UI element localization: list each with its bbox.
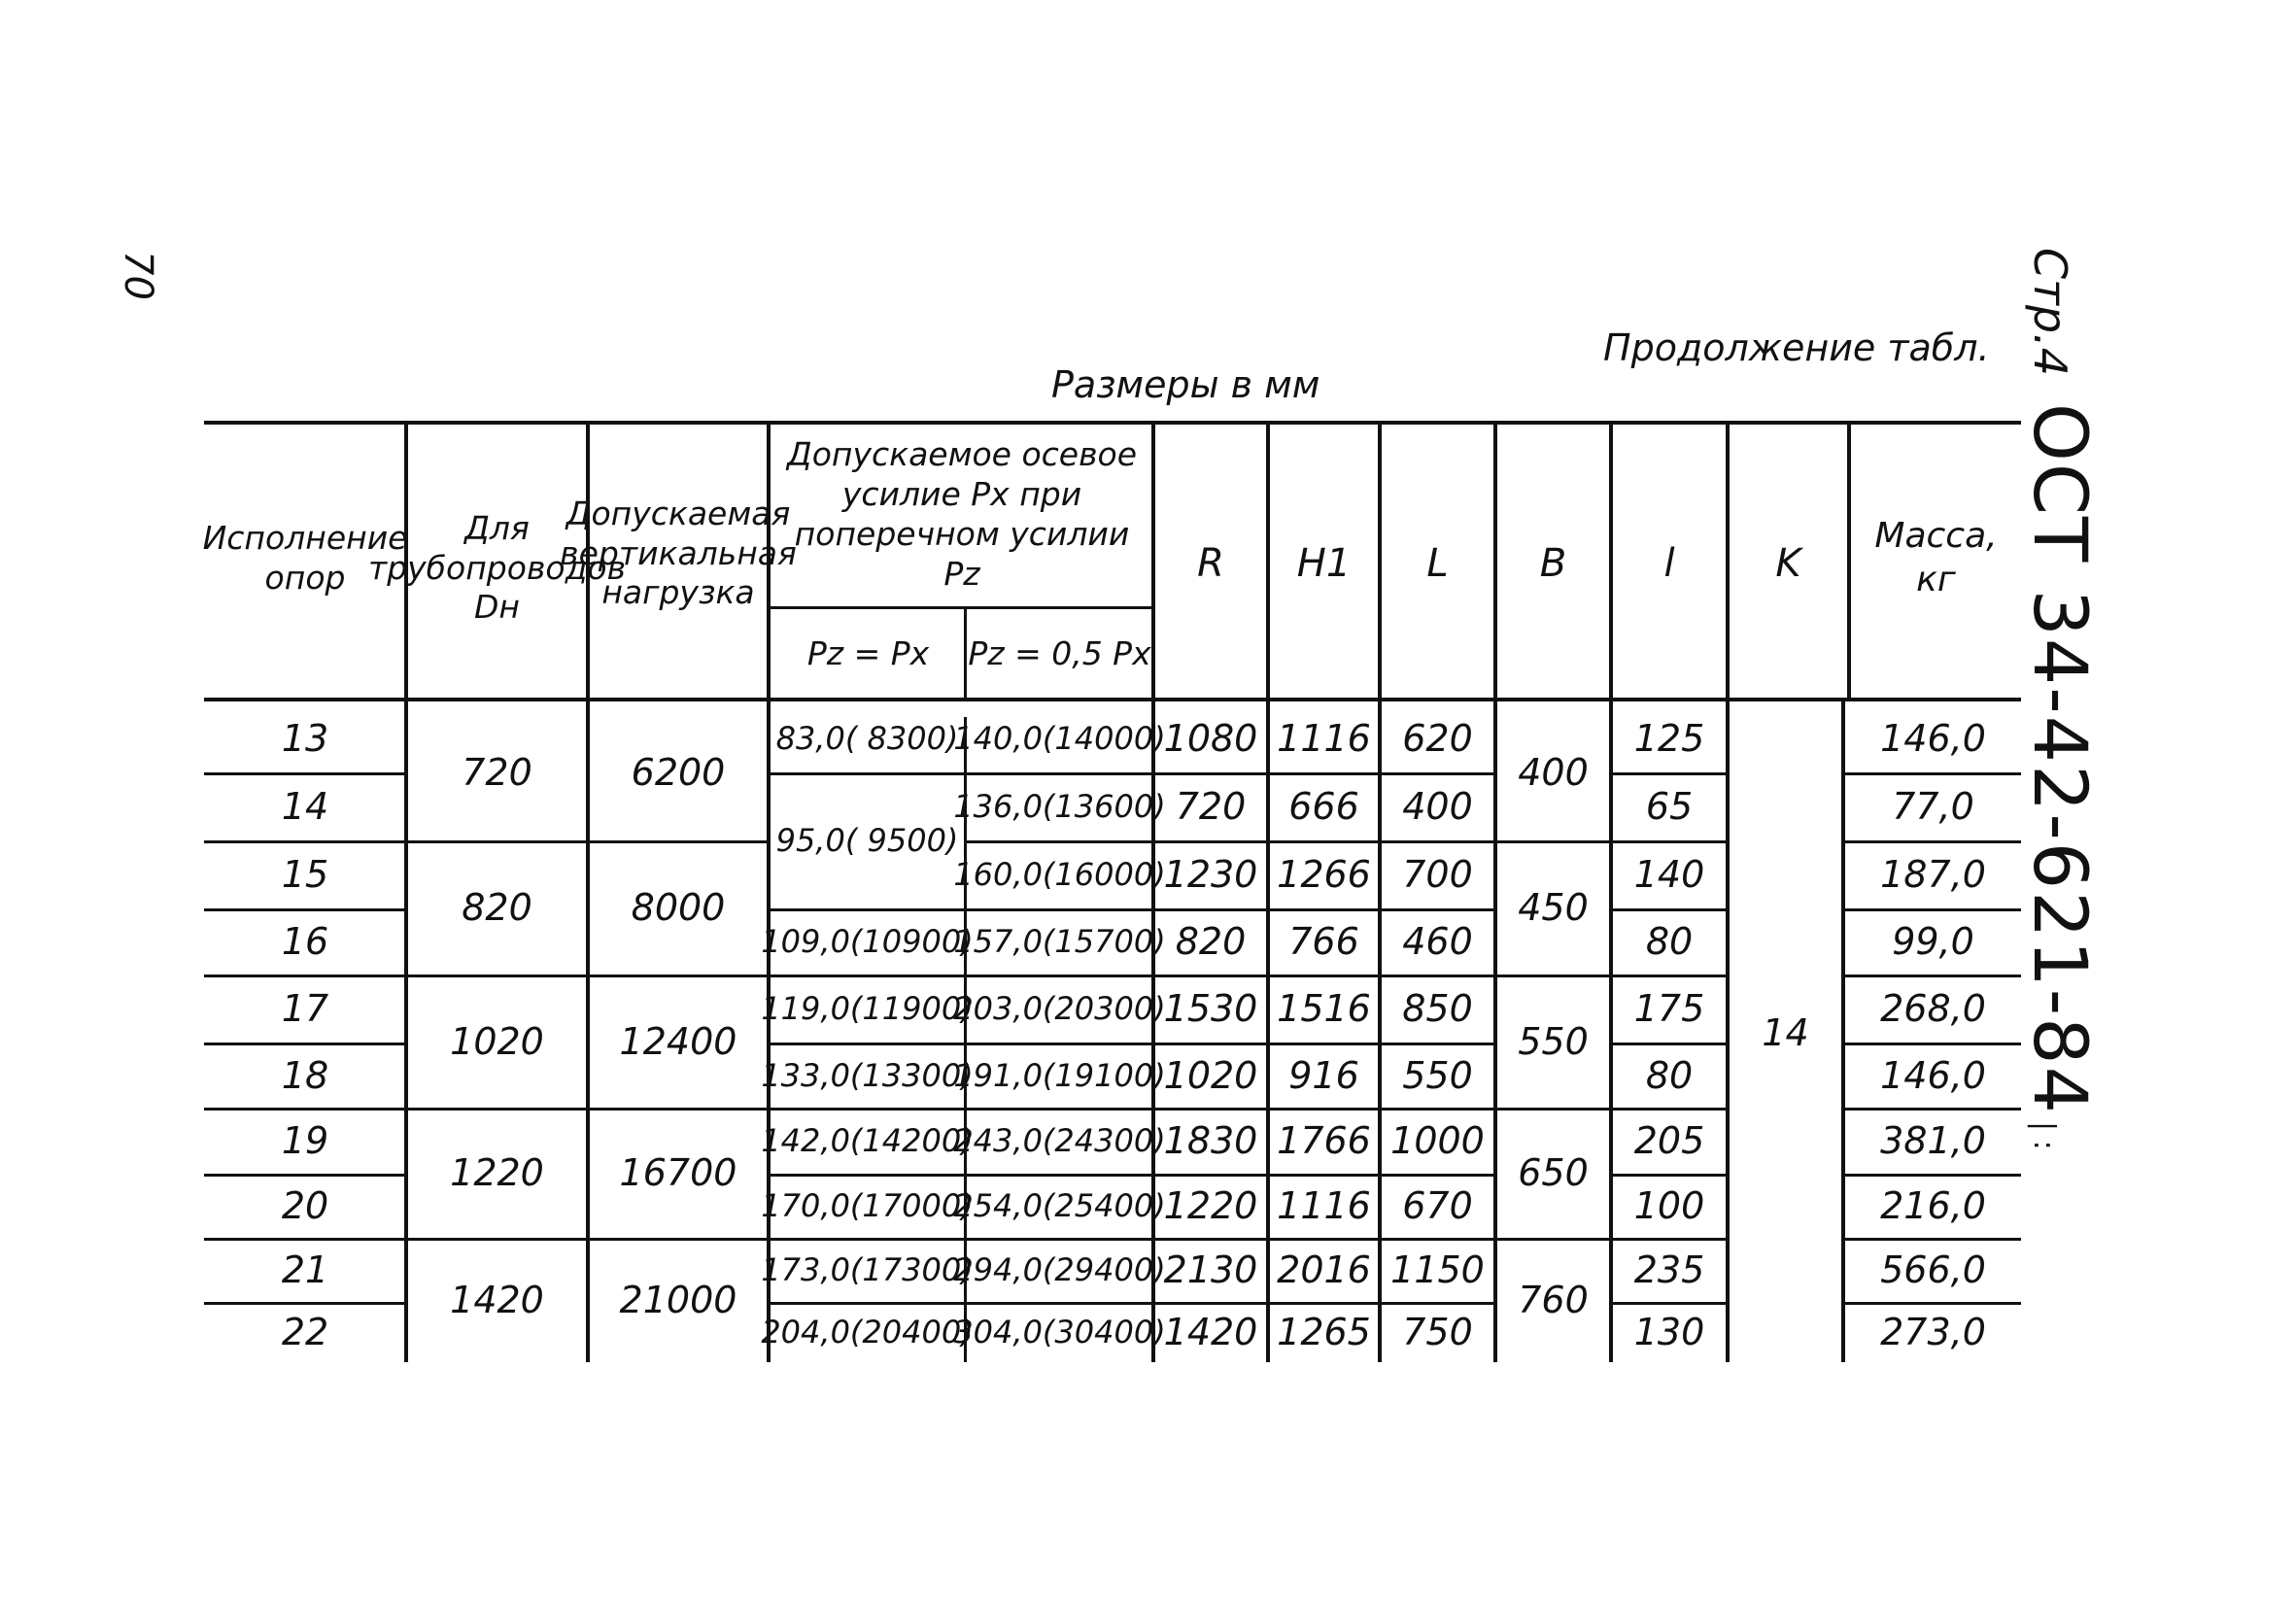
- cell-mass: 77,0: [1892, 785, 1974, 828]
- axial-subheader-divider: [771, 606, 1151, 609]
- cell-h1: 1116: [1277, 716, 1371, 760]
- row-number: 13: [281, 716, 329, 760]
- cell-mass: 216,0: [1880, 1184, 1986, 1227]
- cell-l-lower: 80: [1645, 1053, 1694, 1097]
- cell-vertical-load: 8000: [631, 886, 726, 929]
- row-number: 18: [281, 1053, 329, 1097]
- header-axial-force: Допускаемое осевое усилие Px при поперечном усилии Pz: [786, 435, 1138, 593]
- cell-b: 760: [1518, 1279, 1589, 1321]
- row-number: 21: [281, 1248, 329, 1291]
- cell-l-upper: 750: [1402, 1311, 1473, 1353]
- cell-l-lower: 205: [1633, 1119, 1705, 1162]
- cell-r: 720: [1175, 785, 1247, 828]
- cell-h1: 1265: [1277, 1311, 1371, 1353]
- header-pz-half-px: Pz = 0,5 Px: [968, 633, 1151, 672]
- cell-l-lower: 80: [1645, 920, 1694, 963]
- cell-r: 1830: [1163, 1119, 1258, 1162]
- cell-l-upper: 700: [1402, 853, 1473, 896]
- axial-force-pz-eq-px: 109,0(10900): [761, 923, 974, 960]
- cell-l-upper: 550: [1402, 1053, 1473, 1097]
- axial-force-pz-half: 140,0(14000): [953, 719, 1166, 757]
- cell-l-upper: 620: [1402, 716, 1473, 760]
- axial-force-pz-half: 157,0(15700): [953, 923, 1166, 960]
- cell-vertical-load: 21000: [619, 1279, 737, 1321]
- row-number: 14: [281, 785, 329, 828]
- axial-force-pz-eq-px: 133,0(13300): [761, 1056, 974, 1094]
- cell-h1: 1766: [1277, 1119, 1371, 1162]
- axial-force-pz-eq-px: 119,0(11900): [761, 990, 974, 1027]
- row-number: 17: [281, 987, 329, 1030]
- cell-r: 1080: [1163, 716, 1258, 760]
- cell-dn: 1020: [450, 1019, 544, 1063]
- row-number: 19: [281, 1119, 329, 1162]
- side-page-label: Стр.4: [2024, 248, 2076, 377]
- cell-l-lower: 125: [1633, 716, 1705, 760]
- page-number: 70: [116, 251, 160, 300]
- axial-force-pz-half: 243,0(24300): [953, 1122, 1166, 1159]
- header-col-divider: [964, 606, 967, 700]
- axial-force-pz-half: 203,0(20300): [953, 990, 1166, 1027]
- cell-mass: 268,0: [1880, 987, 1986, 1030]
- cell-l-lower: 130: [1633, 1311, 1705, 1353]
- cell-l-lower: 65: [1645, 785, 1694, 828]
- cell-l-lower: 235: [1633, 1248, 1705, 1291]
- cell-k: 14: [1762, 1011, 1809, 1054]
- cell-b: 550: [1518, 1019, 1589, 1063]
- cell-r: 1420: [1163, 1311, 1258, 1353]
- header-pz-eq-px: Pz = Px: [806, 633, 930, 672]
- cell-mass: 146,0: [1880, 1053, 1986, 1097]
- cell-l-lower: 175: [1633, 987, 1705, 1030]
- cell-l-upper: 850: [1402, 987, 1473, 1030]
- cell-dn: 1220: [450, 1151, 544, 1194]
- cell-l-upper: 460: [1402, 920, 1473, 963]
- axial-force-pz-eq-px: 170,0(17000): [761, 1187, 974, 1224]
- cell-dn: 820: [462, 886, 532, 929]
- cell-vertical-load: 16700: [619, 1151, 737, 1194]
- header-l-upper: L: [1426, 541, 1449, 586]
- axial-force-merged: 95,0( 9500): [775, 822, 959, 859]
- header-b: B: [1539, 541, 1567, 586]
- axial-force-pz-half: 160,0(16000): [953, 856, 1166, 893]
- cell-l-lower: 100: [1633, 1184, 1705, 1227]
- cell-l-lower: 140: [1633, 853, 1705, 896]
- header-l-lower: l: [1663, 541, 1675, 586]
- cell-vertical-load: 6200: [631, 750, 726, 794]
- row-number: 16: [281, 920, 329, 963]
- axial-force-pz-half: 294,0(29400): [953, 1251, 1166, 1288]
- cell-mass: 146,0: [1880, 716, 1986, 760]
- axial-force-pz-eq-px: 142,0(14200): [761, 1122, 974, 1159]
- axial-force-pz-half: 254,0(25400): [953, 1187, 1166, 1224]
- cell-h1: 1516: [1277, 987, 1371, 1030]
- row-number: 15: [281, 853, 329, 896]
- header-bottom-border: [204, 698, 2021, 701]
- cell-dn: 720: [462, 750, 532, 794]
- cell-r: 1220: [1163, 1184, 1258, 1227]
- cell-r: 1230: [1163, 853, 1258, 896]
- cell-dn: 1420: [450, 1279, 544, 1321]
- axial-force-pz-half: 304,0(30400): [953, 1314, 1166, 1351]
- cell-l-upper: 1000: [1390, 1119, 1485, 1162]
- cell-b: 650: [1518, 1151, 1589, 1194]
- table-top-border: [204, 421, 2021, 425]
- axial-force-pz-eq-px: 173,0(17300): [761, 1251, 974, 1288]
- row-number: 22: [281, 1311, 329, 1353]
- header-vertical-load: Допускаемая вертикальная нагрузка: [560, 494, 797, 612]
- header-mass: Масса, кг: [1874, 516, 1998, 599]
- cell-mass: 187,0: [1880, 853, 1986, 896]
- row-number: 20: [281, 1184, 329, 1227]
- cell-b: 450: [1518, 886, 1589, 929]
- cell-r: 1020: [1163, 1053, 1258, 1097]
- cell-h1: 916: [1288, 1053, 1359, 1097]
- cell-mass: 99,0: [1892, 920, 1974, 963]
- cell-h1: 2016: [1277, 1248, 1371, 1291]
- side-code-tail: | :: [2027, 1120, 2061, 1150]
- cell-h1: 766: [1288, 920, 1359, 963]
- axial-force-pz-half: 191,0(19100): [953, 1056, 1166, 1094]
- cell-b: 400: [1518, 750, 1589, 794]
- header-k: K: [1775, 541, 1801, 586]
- axial-force-pz-eq-px: 83,0( 8300): [775, 719, 959, 757]
- cell-h1: 666: [1288, 785, 1359, 828]
- cell-h1: 1266: [1277, 853, 1371, 896]
- standard-code: ОСТ 34-42-621-84: [2017, 403, 2104, 1115]
- cell-l-upper: 400: [1402, 785, 1473, 828]
- cell-h1: 1116: [1277, 1184, 1371, 1227]
- header-dn: Для трубопроводов Dн: [367, 508, 627, 627]
- units-caption: Размеры в мм: [1051, 363, 1320, 406]
- header-r: R: [1197, 541, 1224, 586]
- cell-mass: 566,0: [1880, 1248, 1986, 1291]
- axial-force-pz-half: 136,0(13600): [953, 788, 1166, 825]
- header-h1: H1: [1296, 541, 1352, 586]
- header-ispolnenie: Исполнение опор: [202, 519, 408, 597]
- cell-mass: 273,0: [1880, 1311, 1986, 1353]
- cell-l-upper: 670: [1402, 1184, 1473, 1227]
- cell-r: 820: [1175, 920, 1247, 963]
- cell-l-upper: 1150: [1390, 1248, 1485, 1291]
- cell-r: 2130: [1163, 1248, 1258, 1291]
- cell-r: 1530: [1163, 987, 1258, 1030]
- table-continued-caption: Продолжение табл.: [1603, 326, 1990, 369]
- cell-vertical-load: 12400: [619, 1019, 737, 1063]
- axial-force-pz-eq-px: 204,0(20400): [761, 1314, 974, 1351]
- cell-mass: 381,0: [1880, 1119, 1986, 1162]
